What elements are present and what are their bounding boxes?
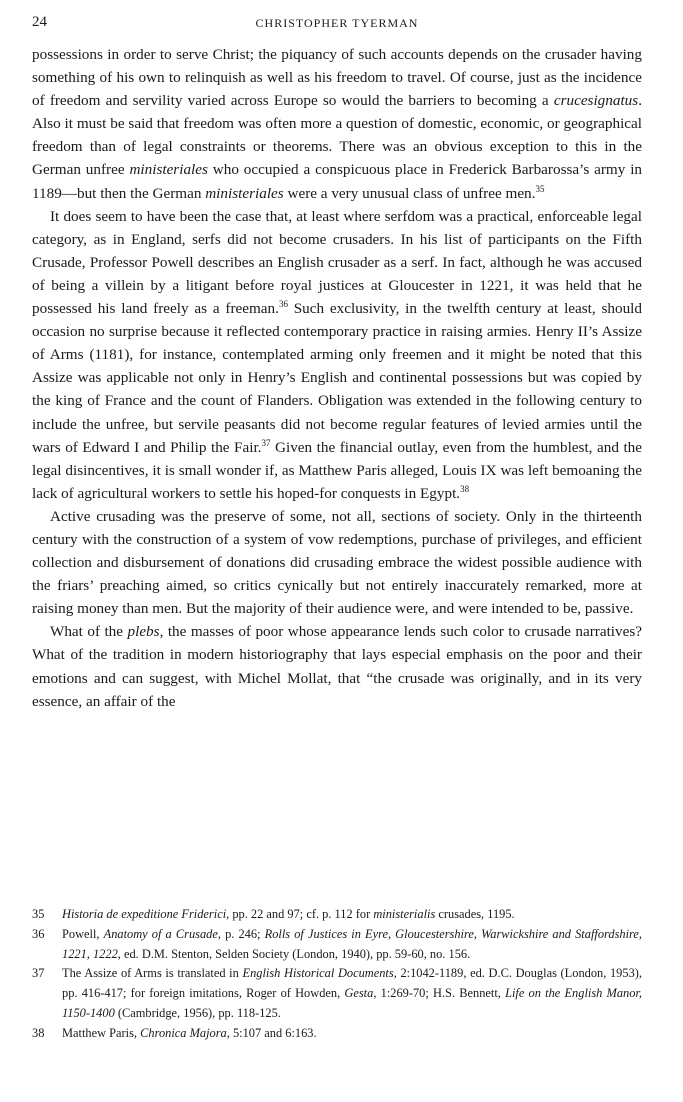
footnote-number: 37 [32,966,45,981]
italic-term: crucesignatus [553,92,639,110]
footnote-38: 38 Matthew Paris, Chronica Majora, 5:107 and 6:163. [32,1024,642,1044]
paragraph-4: What of the plebs, the masses of poor whose appearance lends such color to crusade narratives? What of the tradition in modern historiography that lays especial emphasis on the poor and their emotions and can suggest, with Michel Mollat, that “the crusade was originally, and in its very essence, an affair of the [32,623,642,710]
footnote-ref-36: 36 [278,299,288,310]
running-head: CHRISTOPHER TYERMAN [255,16,419,30]
footnote-36: 36 Powell, Anatomy of a Crusade, p. 246; Rolls of Justices in Eyre, Gloucestershire, Warwickshire and Staffordshire, 1221, 1222, ed. D.M. Stenton, Selden Society (London, 1940), pp. 59-60, no. 156. [32,926,642,961]
footnote-37: 37 The Assize of Arms is translated in English Historical Documents, 2:1042-1189, ed. D.C. Douglas (London, 1953), pp. 416-417; for foreign imitations, Roger of Howden, Gesta, 1:269-70; H.S. Bennett, Life on the English Manor, 1150-1400 (Cambridge, 1956), pp. 118-125. [32,966,642,1020]
paragraph-1: possessions in order to serve Christ; the piquancy of such accounts depends on the crusader having something of his own to relinquish as well as his freedom to travel. Of course, just as the incidence of freedom and servility varied across Europe so would the barriers to becoming a crucesignatus. Also it must be said that freedom was often more a question of domestic, economic, or geographical freedom than of legal constraints or theorems. There was an obvious exception to this in the German unfree ministeriales who occupied a conspicuous place in Frederick Barbarossa’s army in 1189—but then the German ministeriales were a very unusual class of unfree men.$^{35}$ [32,46,643,202]
italic-term: ministeriales [129,161,208,179]
paragraph-3: Active crusading was the preserve of some, not all, sections of society. Only in the thirteenth century with the construction of a system of vow redemptions, purchase of privileges, and efficient collection and disbursement of donations did crusading embrace the widest possible audience with the friars’ preaching aimed, so critics cynically but not entirely inaccurately remarked, more at raising money than men. But the majority of their audience were, and were intended to be, passive. [32,507,642,618]
footnote-number: 38 [32,1025,45,1040]
paragraph-2: It does seem to have been the case that, at least where serfdom was a practical, enforceable legal category, as in England, serfs did not become crusaders. In his list of participants on the Fifth Crusade, Professor Powell describes an English crusader as a serf. In fact, although he was accused of being a villein by a litigant before royal justices at Gloucester in 1221, it was held that he possessed his land freely as a freeman.$^{36}$ Such exclusivity, in the twelfth century at least, should occasion no surprise because it reflected contemporary practice in raising armies. Henry II’s Assize of Arms (1181), for instance, contemplated arming only freemen and it might be noted that this Assize was applicable not only in Henry’s English and continental possessions but was copied by the king of France and the count of Flanders. Obligation was extended in the following century to include the unfree, but servile peasants did not become regular features of levied armies until the wars of Edward I and Philip the Fair.$^{37}$ Given the financial outlay, even from the humblest, and the legal disincentives, it is small wonder if, as Matthew Paris alleged, Louis IX was left bemoaning the lack of agricultural workers to settle his hoped-for conquests in Egypt.$^{38}$ [32,207,642,502]
page-header [32,14,642,34]
footnote-ref-38: 38 [460,483,470,494]
footnotes [32,905,642,1044]
italic-term: ministeriales [205,184,284,202]
footnote-number: 35 [32,907,45,921]
main-text [32,43,642,713]
page-number: 24 [32,14,47,30]
footnote-35: 35 Historia de expeditione Friderici, pp. 22 and 97; cf. p. 112 for ministerialis crusades, 1195. [32,905,642,925]
footnote-ref-37: 37 [261,437,271,448]
footnote-number: 36 [32,926,45,941]
italic-term: plebs [127,623,160,641]
footnote-ref-35: 35 [535,183,545,194]
